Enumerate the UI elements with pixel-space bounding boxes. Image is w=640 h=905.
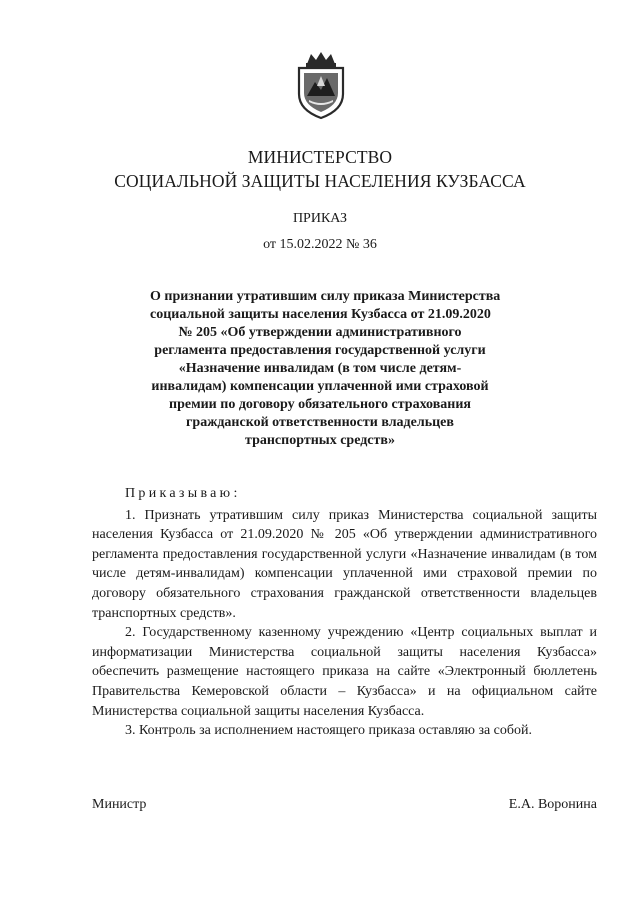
ministry-name-line2: СОЦИАЛЬНОЙ ЗАЩИТЫ НАСЕЛЕНИЯ КУЗБАССА bbox=[114, 171, 526, 191]
document-type: ПРИКАЗ bbox=[292, 211, 348, 226]
title-line: № 205 «Об утверждении административного bbox=[178, 325, 462, 340]
coat-of-arms-icon bbox=[293, 50, 349, 120]
document-body bbox=[92, 484, 597, 741]
title-line: гражданской ответственности владельцев bbox=[186, 415, 454, 430]
document-date-number: от 15.02.2022 № 36 bbox=[263, 237, 377, 252]
title-line: транспортных средств» bbox=[245, 433, 395, 448]
title-line: регламента предоставления государственной услуги bbox=[154, 343, 486, 358]
paragraph-3: 3. Контроль за исполнением настоящего приказа оставляю за собой. bbox=[125, 723, 533, 739]
signatory-name: Е.А. Воронина bbox=[508, 797, 597, 812]
ministry-name-line1: МИНИСТЕРСТВО bbox=[247, 147, 393, 167]
title-line: инвалидам) компенсации уплаченной ими страховой bbox=[151, 379, 489, 394]
signatory-position: Министр bbox=[92, 797, 147, 812]
order-word: Приказываю: bbox=[125, 486, 241, 501]
paragraph-2: 2. Государственному казенному учреждению «Центр социальных выплат и информатизации Министерства социальной защиты населения Кузбасса» обеспечить размещение настоящего приказа на сайте «Электронный бюллетень Правительства Кемеровской области – Кузбасса» и на официальном сайте Министерства социальной защиты населения Кузбасса. bbox=[92, 625, 597, 719]
title-line: социальной защиты населения Кузбасса от 21.09.2020 bbox=[150, 307, 491, 322]
title-line: О признании утратившим силу приказа Министерства bbox=[150, 289, 501, 304]
title-line: премии по договору обязательного страхования bbox=[169, 397, 471, 412]
paragraph-1: 1. Признать утратившим силу приказ Министерства социальной защиты населения Кузбасса от 21.09.2020 № 205 «Об утверждении административного регламента предоставления государственной услуги «Назначение инвалидам (в том числе детям-инвалидам) компенсации уплаченной ими страховой премии по договору обязательного страхования гражданской ответственности владельцев транспортных средств». bbox=[92, 507, 597, 621]
document-title bbox=[150, 288, 501, 450]
title-line: «Назначение инвалидам (в том числе детям- bbox=[178, 361, 462, 376]
